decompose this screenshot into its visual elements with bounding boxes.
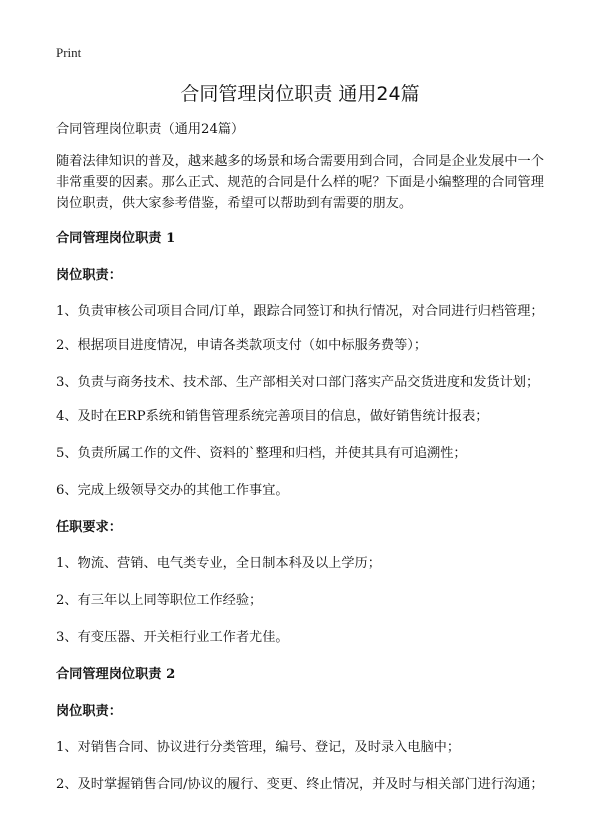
print-link[interactable]: Print <box>56 45 82 60</box>
list-item: 6、完成上级领导交办的其他工作事宜。 <box>56 483 289 498</box>
list-item: 3、有变压器、开关柜行业工作者尤佳。 <box>56 630 289 645</box>
duties-label: 岗位职责： <box>56 704 122 719</box>
section-heading: 合同管理岗位职责 2 <box>56 667 176 682</box>
intro-paragraph: 随着法律知识的普及，越来越多的场景和场合需要用到合同，合同是企业发展中一个非常重要的因素。那么正式、规范的合同是什么样的呢？下面是小编整理的合同管理岗位职责，供大家参考借鉴，希望可以帮助到有需要的朋友。 <box>56 154 544 211</box>
list-item: 1、物流、营销、电气类专业，全日制本科及以上学历； <box>56 556 381 571</box>
list-item: 2、有三年以上同等职位工作经验； <box>56 593 263 608</box>
list-item: 1、负责审核公司项目合同/订单，跟踪合同签订和执行情况，对合同进行归档管理； <box>56 304 544 319</box>
document-title: 合同管理岗位职责 通用24篇 <box>180 83 420 105</box>
list-item: 2、及时掌握销售合同/协议的履行、变更、终止情况，并及时与相关部门进行沟通； <box>56 777 544 792</box>
document-subtitle: 合同管理岗位职责（通用24篇） <box>56 122 245 137</box>
list-item: 2、根据项目进度情况，申请各类款项支付（如中标服务费等）； <box>56 338 428 353</box>
list-item: 4、及时在ERP系统和销售管理系统完善项目的信息，做好销售统计报表； <box>56 409 489 424</box>
document-body <box>56 119 555 808</box>
list-item: 3、负责与商务技术、技术部、生产部相关对口部门落实产品交货进度和发货计划； <box>56 375 540 390</box>
duties-label: 岗位职责： <box>56 268 122 283</box>
section-heading: 合同管理岗位职责 1 <box>56 231 176 246</box>
list-item: 1、对销售合同、协议进行分类管理，编号、登记，及时录入电脑中； <box>56 740 461 755</box>
requirements-label: 任职要求： <box>56 520 122 535</box>
list-item: 5、负责所属工作的文件、资料的`整理和归档，并使其具有可追溯性； <box>56 446 467 461</box>
